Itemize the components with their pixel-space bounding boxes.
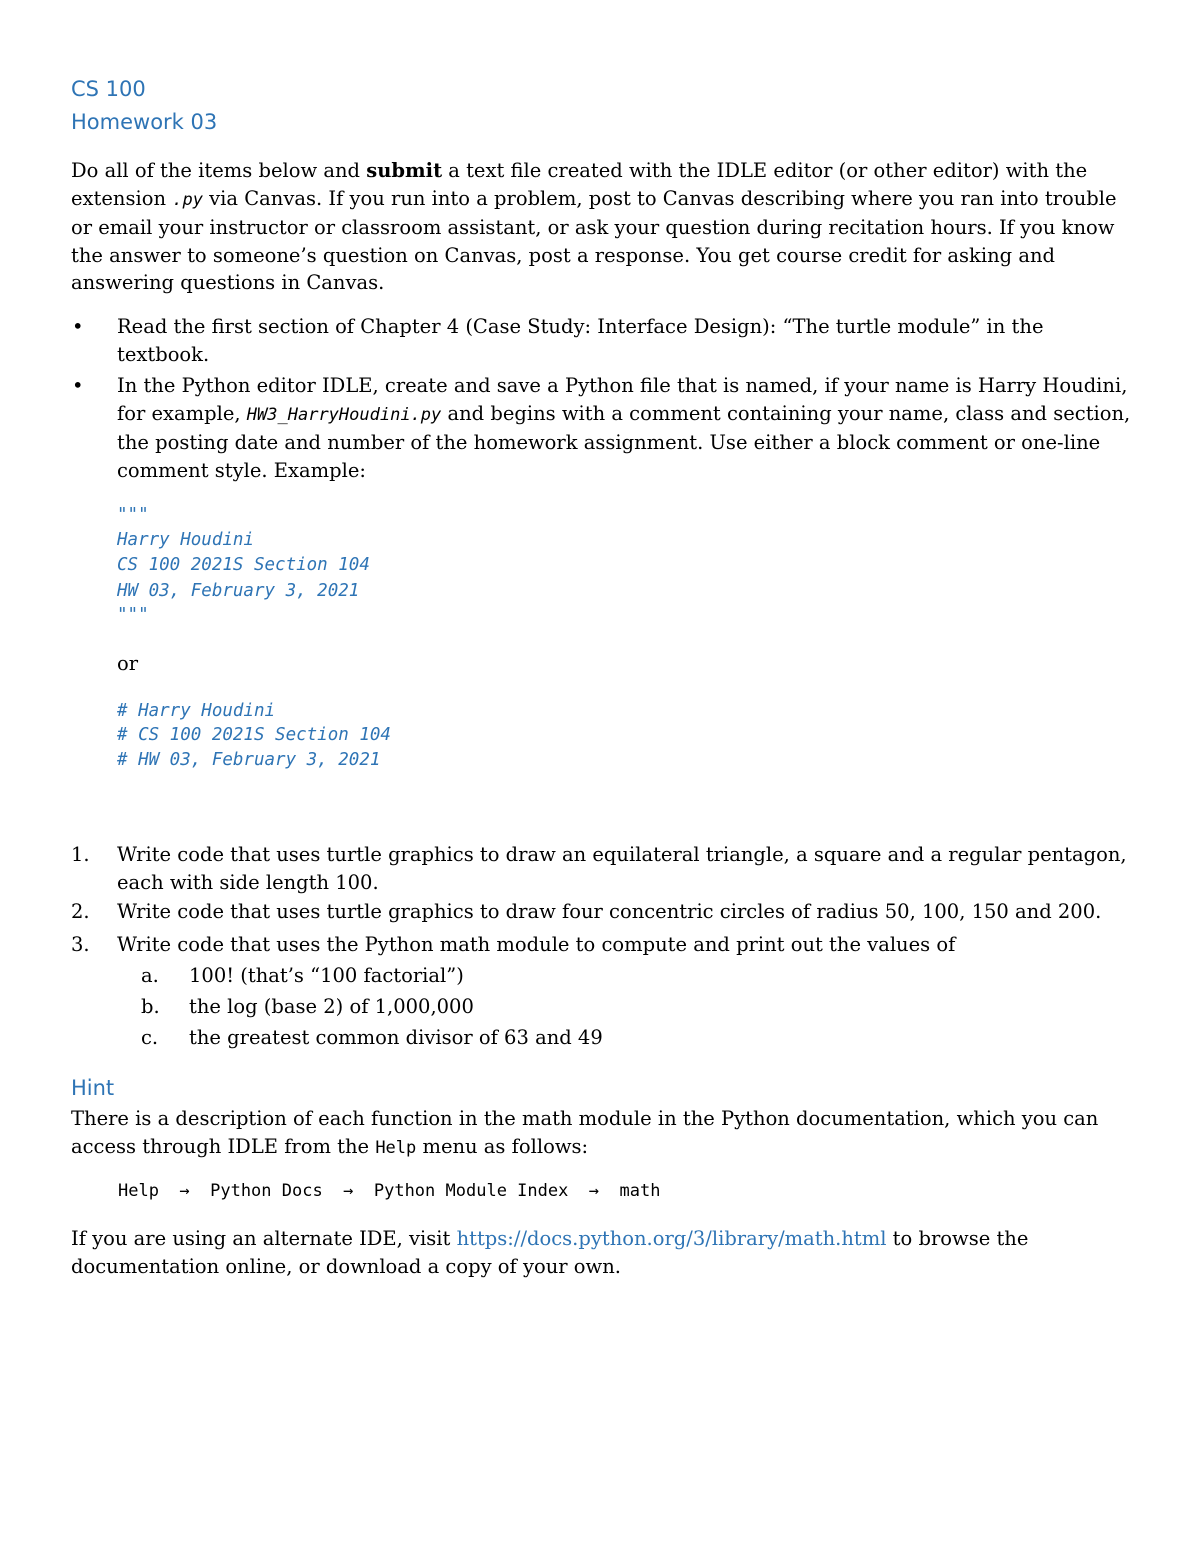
submit-emphasis: submit — [366, 159, 443, 182]
assignment-title: Homework 03 — [71, 110, 218, 134]
task-text: Write code that uses turtle graphics to draw an equilateral triangle, a square and a regular pentagon, each with side length 100. — [117, 843, 1127, 894]
line-comment: # CS 100 2021S Section 104 — [117, 725, 391, 745]
task-text: Write code that uses the Python math module to compute and print out the values of — [117, 933, 956, 956]
help-menu-name: Help — [375, 1137, 417, 1158]
block-comment-line: Harry Houdini — [117, 530, 254, 550]
python-docs-link[interactable]: https://docs.python.org/3/library/math.html — [456, 1227, 887, 1250]
subtask-text: 100! (that’s “100 factorial”) — [189, 964, 464, 987]
alternate-ide-paragraph: If you are using an alternate IDE, visit https://docs.python.org/3/library/math.html to browse the documentation online, or download a copy of your own. — [71, 1227, 1029, 1278]
bullet-icon: • — [72, 315, 84, 338]
intro-paragraph: Do all of the items below and submit a text file created with the IDLE editor (or other editor) with the extension .py via Canvas. If you run into a problem, post to Canvas describing where you ran into trouble or email your instructor or classroom assistant, or ask your question during recitation hours. If you know the answer to someone’s question on Canvas, post a response. You get course credit for asking and answering questions in Canvas. — [71, 159, 1117, 294]
subtask-letter: b. — [141, 995, 160, 1018]
subtask-text: the greatest common divisor of 63 and 49 — [189, 1026, 603, 1049]
bullet-icon: • — [72, 374, 84, 397]
subtask-letter: a. — [141, 964, 159, 987]
task-text: Write code that uses turtle graphics to draw four concentric circles of radius 50, 100, 150 and 200. — [117, 900, 1102, 923]
task-number: 3. — [71, 933, 90, 956]
line-comment: # HW 03, February 3, 2021 — [117, 750, 381, 770]
task-number: 2. — [71, 900, 90, 923]
reading-bullet: Read the first section of Chapter 4 (Case Study: Interface Design): “The turtle module” in the textbook. — [117, 315, 1044, 366]
block-comment-line: CS 100 2021S Section 104 — [117, 555, 370, 575]
block-comment-quote-close: """ — [117, 605, 149, 625]
subtask-text: the log (base 2) of 1,000,000 — [189, 995, 474, 1018]
task-number: 1. — [71, 843, 90, 866]
file-bullet: In the Python editor IDLE, create and save a Python file that is named, if your name is Harry Houdini, for example, HW3_HarryHoudini.py and begins with a comment containing your name, class and section, the posting date and number of the homework assignment. Use either a block comment or one-line comment style. Example: — [117, 374, 1131, 482]
menu-path: Help → Python Docs → Python Module Index → math — [118, 1181, 661, 1201]
course-title: CS 100 — [71, 77, 146, 101]
hint-paragraph: There is a description of each function in the math module in the Python documentation, which you can access through IDLE from the Help menu as follows: — [71, 1107, 1099, 1158]
or-separator: or — [117, 652, 139, 675]
hint-heading: Hint — [71, 1076, 115, 1100]
block-comment-quote-open: """ — [117, 505, 149, 525]
block-comment-line: HW 03, February 3, 2021 — [117, 581, 360, 601]
example-filename: HW3_HarryHoudini.py — [246, 404, 442, 425]
line-comment: # Harry Houdini — [117, 701, 276, 721]
py-extension: .py — [172, 189, 203, 210]
subtask-letter: c. — [141, 1026, 159, 1049]
